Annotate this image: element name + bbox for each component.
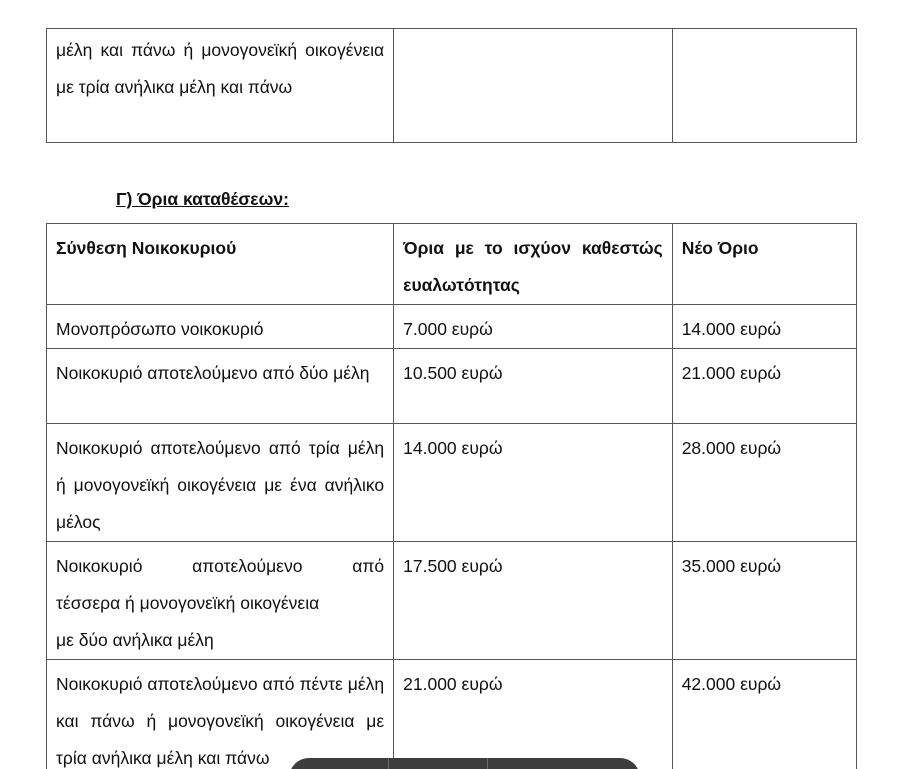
header-current-limit: Όρια με το ισχύον καθεστώς ευαλωτότητας xyxy=(394,224,673,305)
deposit-limits-table xyxy=(46,223,857,769)
composition-line: τέσσερα ή μονογονεϊκή οικογένεια xyxy=(56,593,320,613)
household-composition-cell: Μονοπρόσωπο νοικοκυριό xyxy=(47,305,394,349)
floating-toolbar[interactable] xyxy=(289,758,640,769)
new-limit-cell: 14.000 ευρώ xyxy=(672,305,856,349)
table-row xyxy=(47,349,857,424)
household-composition-cell: Νοικοκυριό αποτελούμενο από δύο μέλη xyxy=(47,349,394,424)
current-limit-cell xyxy=(394,29,673,143)
household-composition-cell: Νοικοκυριό αποτελούμενο από τρία μέλη ή μονογονεϊκή οικογένεια με ένα ανήλικο μέλος xyxy=(47,424,394,542)
table-row xyxy=(47,660,857,769)
toolbar-divider xyxy=(388,758,389,769)
table-row xyxy=(47,305,857,349)
table-header-row xyxy=(47,224,857,305)
header-household-composition: Σύνθεση Νοικοκυριού xyxy=(47,224,394,305)
continued-limits-table xyxy=(46,28,857,143)
table-row xyxy=(47,29,857,143)
current-limit-cell: 21.000 ευρώ xyxy=(394,660,673,769)
current-limit-cell: 7.000 ευρώ xyxy=(394,305,673,349)
current-limit-cell: 14.000 ευρώ xyxy=(394,424,673,542)
current-limit-cell: 17.500 ευρώ xyxy=(394,542,673,660)
household-composition-cell: Νοικοκυριό αποτελούμενο από πέντε μέλη και πάνω ή μονογονεϊκή οικογένεια με τρία ανήλικα μέλη και πάνω xyxy=(47,660,394,769)
household-composition-cell xyxy=(47,542,394,660)
household-composition-cell: μέλη και πάνω ή μονογονεϊκή οικογένεια με τρία ανήλικα μέλη και πάνω xyxy=(47,29,394,143)
new-limit-cell: 21.000 ευρώ xyxy=(672,349,856,424)
section-heading: Γ) Όρια καταθέσεων: xyxy=(116,189,289,209)
toolbar-divider xyxy=(487,758,488,769)
new-limit-cell: 42.000 ευρώ xyxy=(672,660,856,769)
current-limit-cell: 10.500 ευρώ xyxy=(394,349,673,424)
composition-line: με δύο ανήλικα μέλη xyxy=(56,630,214,650)
header-new-limit: Νέο Όριο xyxy=(672,224,856,305)
table-row xyxy=(47,542,857,660)
new-limit-cell: 35.000 ευρώ xyxy=(672,542,856,660)
new-limit-cell xyxy=(672,29,856,143)
table-row xyxy=(47,424,857,542)
composition-line: Νοικοκυριό αποτελούμενο από xyxy=(56,556,385,576)
new-limit-cell: 28.000 ευρώ xyxy=(672,424,856,542)
